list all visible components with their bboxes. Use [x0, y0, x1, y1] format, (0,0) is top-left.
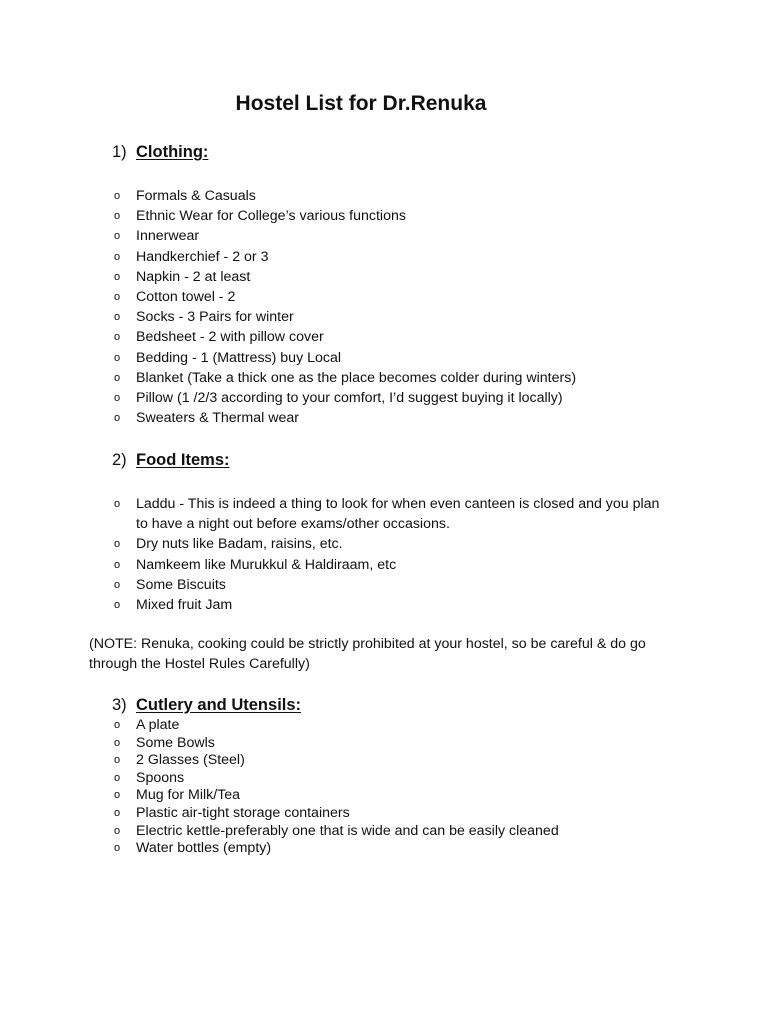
list-item-text: Water bottles (empty): [136, 840, 272, 857]
bullet-icon: o: [114, 291, 121, 304]
list-item-text: Handkerchief - 2 or 3: [136, 248, 269, 265]
list-item: [112, 534, 672, 554]
list-item-text: 2 Glasses (Steel): [136, 752, 245, 769]
bullet-icon: o: [114, 719, 121, 731]
section-number: 1): [112, 143, 127, 161]
list-item: [112, 494, 672, 534]
list-item: [112, 368, 672, 388]
list-item: [112, 408, 672, 428]
bullet-icon: o: [114, 270, 121, 283]
cutlery-utensils-list: [112, 717, 672, 858]
list-item-text: Sweaters & Thermal wear: [136, 410, 299, 427]
bullet-icon: o: [114, 250, 121, 263]
list-item-text: Blanket (Take a thick one as the place becomes colder during winters): [136, 369, 577, 386]
bullet-icon: o: [114, 311, 121, 324]
bullet-icon: o: [114, 558, 121, 571]
list-item: [112, 348, 672, 368]
list-item: [112, 206, 672, 226]
list-item-text: Plastic air-tight storage containers: [136, 804, 350, 821]
list-item-text: Electric kettle-preferably one that is wide and can be easily cleaned: [136, 822, 559, 839]
list-item: [112, 575, 672, 595]
bullet-icon: o: [114, 599, 121, 612]
bullet-icon: o: [114, 538, 121, 551]
list-item-text: Mug for Milk/Tea: [136, 787, 241, 804]
hostel-rules-note: (NOTE: Renuka, cooking could be strictly prohibited at your hostel, so be careful & do go through the Hostel Rules Carefully): [89, 636, 646, 672]
list-item-text: Mixed fruit Jam: [136, 597, 233, 614]
list-item: [112, 595, 672, 615]
list-item-text: Some Bowls: [136, 734, 215, 751]
list-item: [112, 287, 672, 307]
clothing-list: [112, 186, 672, 428]
bullet-icon: o: [114, 351, 121, 364]
section-heading-cutlery-utensils: [112, 696, 301, 715]
list-item: [112, 735, 672, 753]
bullet-icon: o: [114, 331, 121, 344]
list-item: [112, 226, 672, 246]
bullet-icon: o: [114, 230, 121, 243]
bullet-icon: o: [114, 412, 121, 425]
list-item: [112, 388, 672, 408]
bullet-icon: o: [114, 842, 121, 855]
bullet-icon: o: [114, 771, 121, 784]
list-item: [112, 555, 672, 575]
bullet-icon: o: [114, 392, 121, 405]
bullet-icon: o: [114, 754, 121, 767]
list-item: [112, 717, 672, 735]
list-item: [112, 823, 672, 841]
list-item-text: Dry nuts like Badam, raisins, etc.: [136, 536, 343, 553]
list-item: [112, 752, 672, 770]
list-item-text: Namkeem like Murukkul & Haldiraam, etc: [136, 556, 397, 573]
document-title: Hostel List for Dr.Renuka: [235, 92, 487, 115]
list-item-text: Cotton towel - 2: [136, 289, 236, 306]
list-item-text: Socks - 3 Pairs for winter: [136, 309, 294, 326]
bullet-icon: o: [114, 789, 121, 802]
bullet-icon: o: [114, 806, 121, 819]
list-item: [112, 267, 672, 287]
section-heading-food-items: [112, 451, 230, 470]
list-item: [112, 770, 672, 788]
list-item-text: Bedsheet - 2 with pillow cover: [136, 329, 324, 346]
section-heading-clothing: [112, 143, 208, 162]
list-item-text: Formals & Casuals: [136, 188, 256, 204]
section-number: 2): [112, 451, 127, 469]
list-item-text: Some Biscuits: [136, 576, 226, 593]
bullet-icon: o: [114, 190, 121, 202]
list-item-text: Ethnic Wear for College’s various functions: [136, 208, 406, 225]
bullet-icon: o: [114, 498, 121, 510]
section-number: 3): [112, 696, 127, 714]
list-item: [112, 787, 672, 805]
bullet-icon: o: [114, 736, 121, 749]
bullet-icon: o: [114, 578, 121, 591]
list-item: [112, 186, 672, 206]
list-item-text: Napkin - 2 at least: [136, 268, 251, 285]
list-item: [112, 327, 672, 347]
bullet-icon: o: [114, 210, 121, 223]
section-title: Food Items:: [136, 451, 230, 469]
list-item-text: Pillow (1 /2/3 according to your comfort, I’d suggest buying it locally): [136, 390, 563, 407]
list-item-text: Innerwear: [136, 228, 200, 245]
list-item: [112, 247, 672, 267]
list-item: [112, 840, 672, 858]
list-item-text: A plate: [136, 717, 180, 733]
list-item: [112, 307, 672, 327]
list-item-text: Bedding - 1 (Mattress) buy Local: [136, 349, 342, 366]
list-item-text: Laddu - This is indeed a thing to look for when even canteen is closed and you plan to have a night out before exams/other occasions.: [136, 496, 660, 533]
list-item-text: Spoons: [136, 769, 185, 786]
section-title: Cutlery and Utensils:: [136, 696, 302, 714]
bullet-icon: o: [114, 824, 121, 837]
section-title: Clothing:: [136, 143, 209, 161]
bullet-icon: o: [114, 371, 121, 384]
food-items-list: [112, 494, 672, 615]
list-item: [112, 805, 672, 823]
